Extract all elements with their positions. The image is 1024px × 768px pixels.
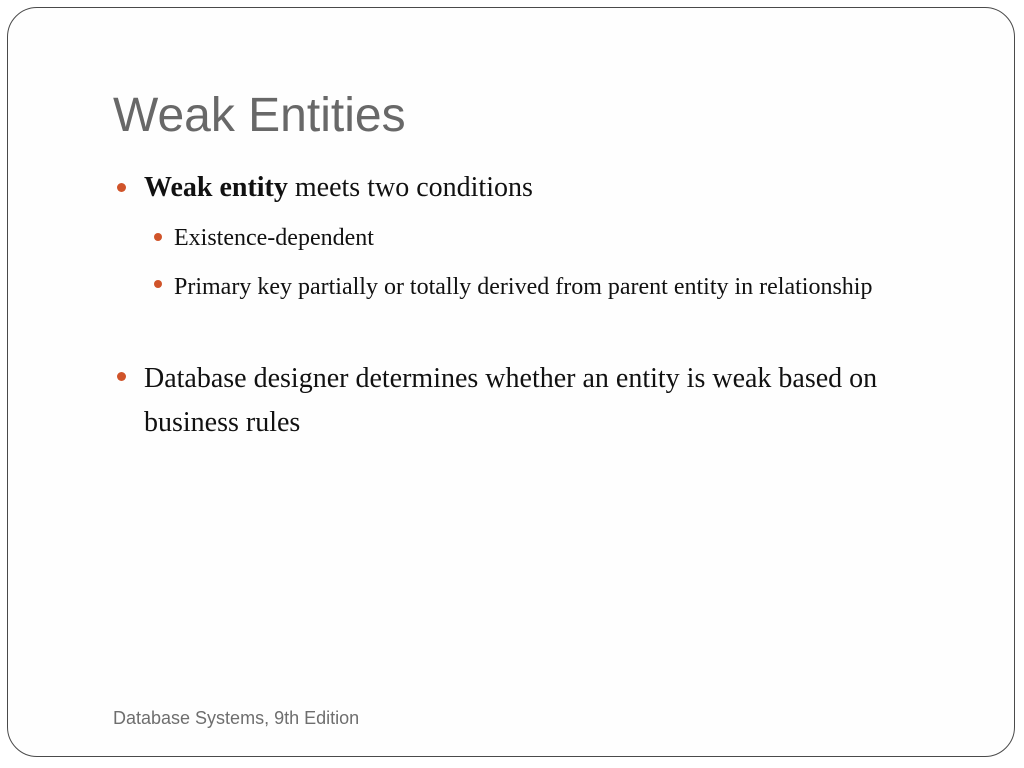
sub-bullet-existence-dependent: Existence-dependent <box>174 225 374 251</box>
sub-bullet-dot-icon <box>154 280 162 288</box>
slide-footer: Database Systems, 9th Edition <box>113 708 360 728</box>
bullet-dot-icon <box>117 183 126 192</box>
sub-bullet-dot-icon <box>154 233 162 241</box>
bullet-weak-entity <box>144 170 533 206</box>
bullet-text: meets two conditions <box>287 172 533 203</box>
bullet-bold-term: Weak entity <box>144 172 288 203</box>
bullet-dot-icon <box>117 372 126 381</box>
bullet-database-designer: Database designer determines whether an entity is weak based on business rules <box>144 363 878 438</box>
sub-bullet-primary-key: Primary key partially or totally derived from parent entity in relationship <box>174 274 873 300</box>
slide-title: Weak Entities <box>113 89 406 142</box>
